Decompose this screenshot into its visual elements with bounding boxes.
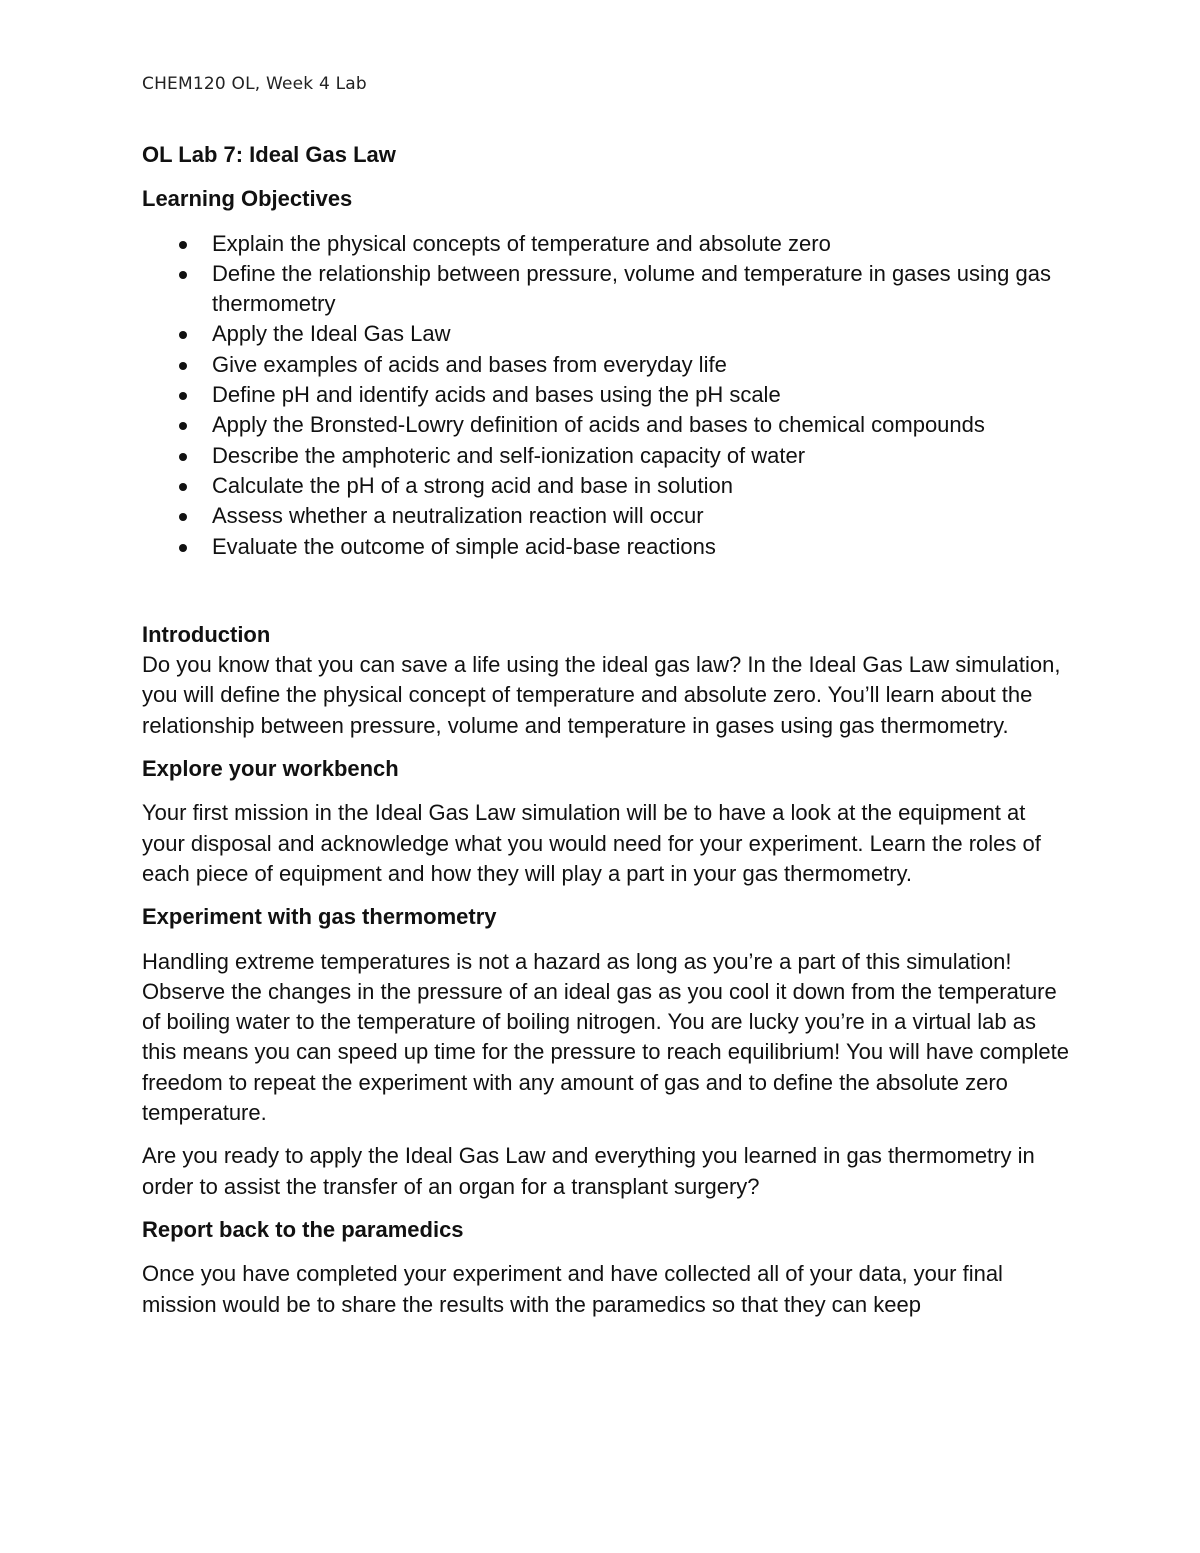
objective-item <box>142 441 1072 471</box>
objective-item <box>142 380 1072 410</box>
objectives-list <box>142 229 1072 562</box>
experiment-text: Handling extreme temperatures is not a hazard as long as you’re a part of this simulation! Observe the changes in the pressure of an ideal gas as you cool it down from the temperature of boiling water to the temperature of boiling nitrogen. You are lucky you’re in a virtual lab as this means you can speed up time for the pressure to reach equilibrium! You will have complete freedom to repeat the experiment with any amount of gas and to define the absolute zero temperature. <box>142 948 1069 1126</box>
objective-text: Apply the Ideal Gas Law <box>212 321 451 347</box>
bullet-icon <box>179 331 187 339</box>
objective-text: Evaluate the outcome of simple acid-base reactions <box>212 533 716 559</box>
bullet-icon <box>179 362 187 370</box>
objective-text: Give examples of acids and bases from everyday life <box>212 351 727 377</box>
document-title: OL Lab 7: Ideal Gas Law <box>142 142 396 167</box>
workbench-text: Your first mission in the Ideal Gas Law simulation will be to have a look at the equipment at your disposal and acknowledge what you would need for your experiment. Learn the roles of each piece of equipment and how they will play a part in your gas thermometry. <box>142 800 1041 886</box>
document-body <box>142 140 1072 1320</box>
introduction-heading: Introduction <box>142 621 271 647</box>
objective-text: Explain the physical concepts of temperature and absolute zero <box>212 230 831 256</box>
objective-item <box>142 259 1072 320</box>
bullet-icon <box>179 241 187 249</box>
objective-text: Assess whether a neutralization reaction will occur <box>212 503 704 529</box>
objective-text: Define the relationship between pressure, volume and temperature in gases using gas thermometry <box>212 260 1051 317</box>
objectives-heading: Learning Objectives <box>142 186 353 212</box>
bullet-icon <box>179 422 187 430</box>
objective-item <box>142 501 1072 531</box>
experiment-question-text: Are you ready to apply the Ideal Gas Law and everything you learned in gas thermometry in order to assist the transfer of an organ for a transplant surgery? <box>142 1143 1035 1199</box>
objective-text: Apply the Bronsted-Lowry definition of acids and bases to chemical compounds <box>212 412 985 438</box>
bullet-icon <box>179 513 187 521</box>
objective-item <box>142 410 1072 440</box>
objective-text: Define pH and identify acids and bases using the pH scale <box>212 382 781 408</box>
bullet-icon <box>179 453 187 461</box>
objective-item <box>142 350 1072 380</box>
running-header: CHEM120 OL, Week 4 Lab <box>142 74 367 94</box>
objective-item <box>142 532 1072 562</box>
workbench-heading: Explore your workbench <box>142 756 399 782</box>
experiment-heading: Experiment with gas thermometry <box>142 904 497 930</box>
objective-item <box>142 229 1072 259</box>
objective-item <box>142 471 1072 501</box>
report-text: Once you have completed your experiment and have collected all of your data, your final mission would be to share the results with the paramedics so that they can keep <box>142 1261 1003 1317</box>
bullet-icon <box>179 544 187 552</box>
objective-item <box>142 319 1072 349</box>
bullet-icon <box>179 271 187 279</box>
introduction-text: Do you know that you can save a life using the ideal gas law? In the Ideal Gas Law simulation, you will define the physical concept of temperature and absolute zero. You’ll learn about the relationship between pressure, volume and temperature in gases using gas thermometry. <box>142 652 1061 738</box>
bullet-icon <box>179 483 187 491</box>
objective-text: Calculate the pH of a strong acid and base in solution <box>212 472 733 498</box>
bullet-icon <box>179 392 187 400</box>
objective-text: Describe the amphoteric and self-ionization capacity of water <box>212 442 806 468</box>
report-heading: Report back to the paramedics <box>142 1216 464 1242</box>
